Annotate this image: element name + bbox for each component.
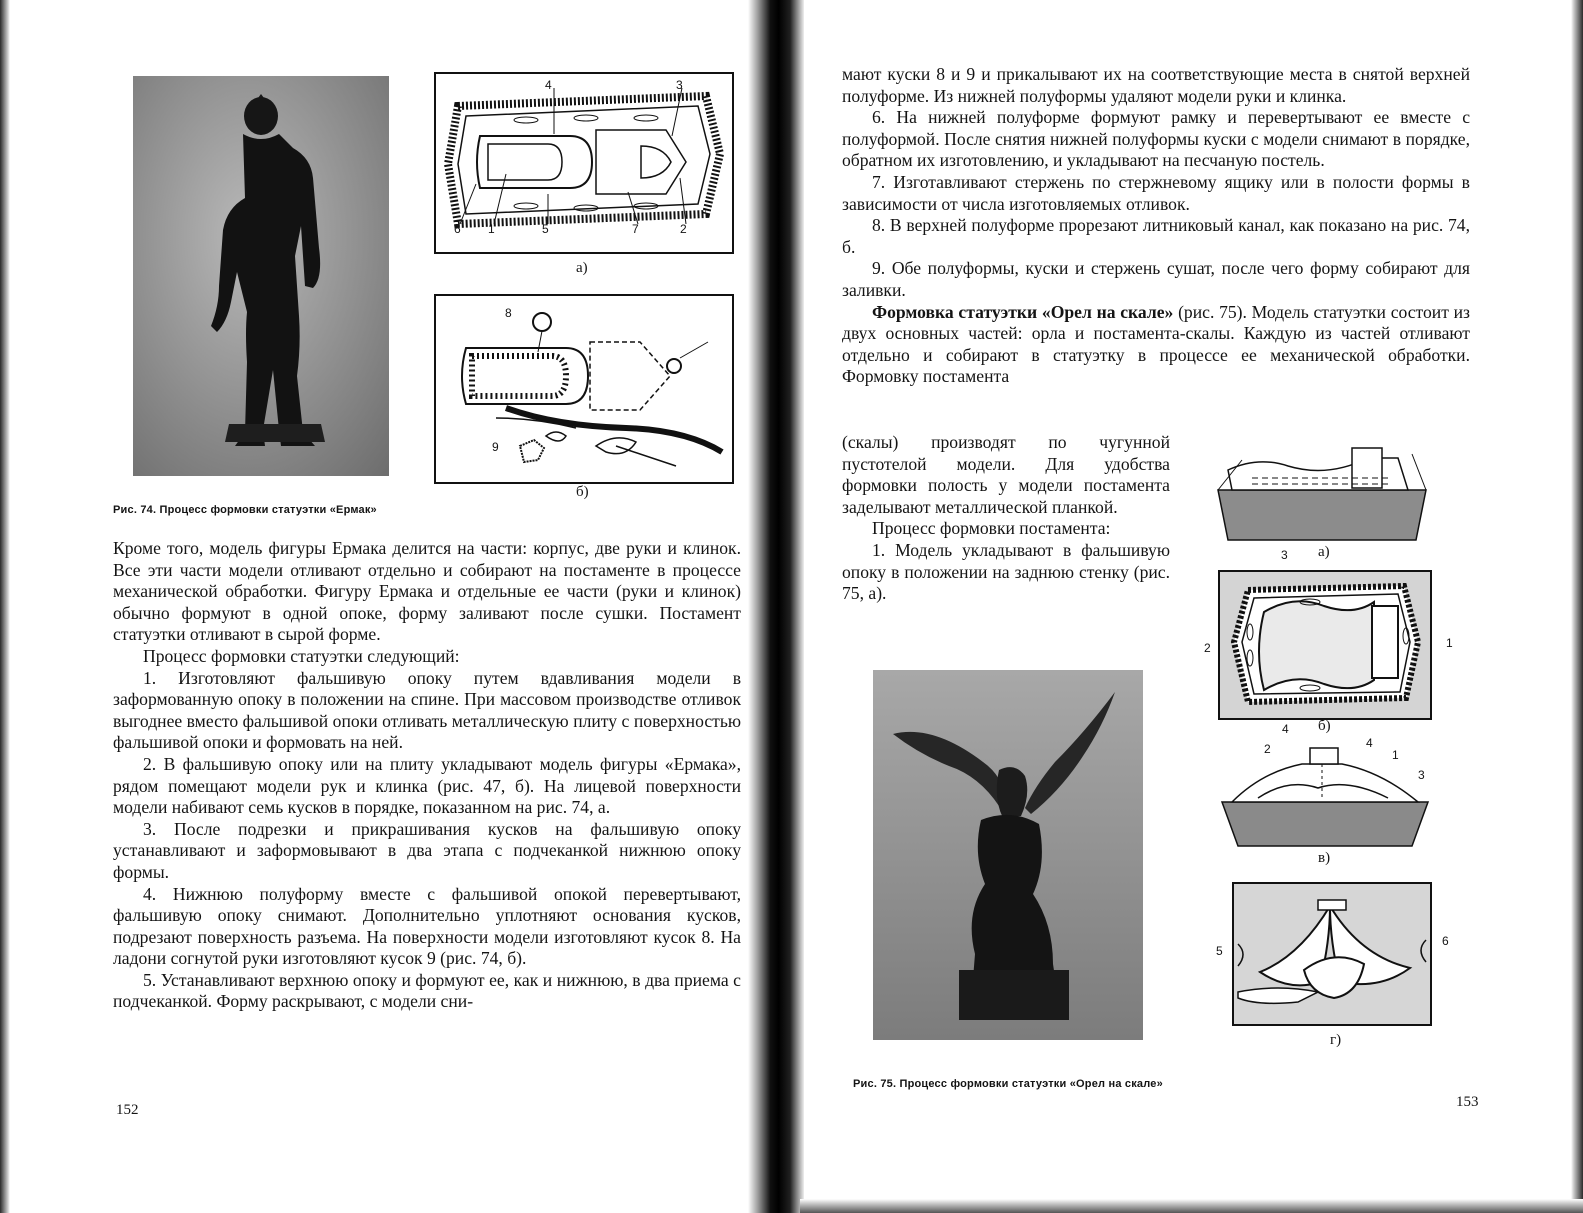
fig74-caption: Рис. 74. Процесс формовки статуэтки «Ермак» bbox=[113, 504, 377, 516]
fig75v-callout-4: 4 bbox=[1366, 736, 1373, 750]
fig75b-callout-3: 3 bbox=[1281, 548, 1288, 562]
right-paragraph-3: 7. Изготавливают стержень по стержневому ящику или в полости формы в зависимости от числа изготовляемых отливок. bbox=[842, 171, 1470, 214]
fig74a-callout-5: 5 bbox=[542, 222, 549, 236]
right-paragraph-2: 6. На нижней полуформе формуют рамку и перевертывают ее вместе с полуформой. После снятия нижней полуформы куски с модели снимают в порядке, обратном их изготовлению, и укладывают на песчаную постель. bbox=[842, 107, 1470, 171]
left-page-body bbox=[113, 538, 741, 1013]
fig75-panel-b-drawing bbox=[1218, 570, 1432, 720]
fig74-sub-a: а) bbox=[576, 260, 588, 276]
left-paragraph-3: 1. Изготовляют фальшивую опоку путем вдавливания модели в заформованную опоку в положении на спине. При массовом производстве отливок выгоднее вместо фальшивой опоки отливать металлическую плиту с поверхностью фальшивой опоки и формовать на ней. bbox=[113, 667, 741, 753]
fig75b-callout-4: 4 bbox=[1282, 722, 1289, 736]
right-page-body-top bbox=[842, 64, 1470, 388]
fig75v-callout-3: 3 bbox=[1418, 768, 1425, 782]
ermak-statuette-photo bbox=[133, 76, 389, 476]
fig74b-callout-9: 9 bbox=[492, 440, 499, 454]
fig74a-callout-7: 7 bbox=[632, 222, 639, 236]
left-page-edge bbox=[0, 0, 10, 1213]
left-paragraph-7: 5. Устанавливают верхнюю опоку и формуют ее, как и нижнюю, в два приема с подчеканкой. Форму раскрывают, с модели сни- bbox=[113, 969, 741, 1012]
book-spine bbox=[748, 0, 804, 1213]
section-heading: Формовка статуэтки «Орел на скале» bbox=[872, 301, 1174, 322]
right-paragraph-5: 9. Обе полуформы, куски и стержень сушат, после чего форму собирают для заливки. bbox=[842, 258, 1470, 300]
fig75v-callout-1: 1 bbox=[1392, 748, 1399, 762]
fig75v-callout-2: 2 bbox=[1264, 742, 1271, 756]
fig75-sub-a: а) bbox=[1318, 544, 1330, 560]
left-paragraph-5: 3. После подрезки и прикрашивания кусков на фальшивую опоку устанавливают и заформовывают в два этапа с подчеканкой нижнюю опоку формы. bbox=[113, 818, 741, 882]
right-narrow-paragraph-1: (скалы) производят по чугунной пустотелой модели. Для удобства формовки полость у модели постамента заделывают металлической планкой. bbox=[842, 432, 1170, 517]
page-number-left: 152 bbox=[116, 1102, 139, 1118]
fig75-caption: Рис. 75. Процесс формовки статуэтки «Орел на скале» bbox=[853, 1078, 1163, 1090]
left-paragraph-6: 4. Нижнюю полуформу вместе с фальшивой опокой перевертывают, фальшивую опоку снимают. Дополнительно уплотняют основания кусков, подрезают поверхность разъема. На поверхности модели изготовляют кусок 8. На ладони согнутой руки изготовляют кусок 9 (рис. 74, б). bbox=[113, 883, 741, 969]
fig74-panel-a-drawing bbox=[434, 72, 734, 254]
eagle-on-rock-photo bbox=[873, 670, 1143, 1040]
right-page-body-narrow bbox=[842, 432, 1170, 605]
fig74a-callout-3: 3 bbox=[676, 78, 683, 92]
left-paragraph-4: 2. В фальшивую опоку или на плиту укладывают модель фигуры «Ермака», рядом помещают модели рук и клинка (рис. 47, б). На лицевой поверхности модели набивают семь кусков в порядке, показанном на рис. 74, а. bbox=[113, 753, 741, 818]
fig75-panel-g-drawing bbox=[1232, 882, 1432, 1026]
fig75b-callout-1: 1 bbox=[1446, 636, 1453, 650]
fig74a-callout-6: 6 bbox=[454, 222, 461, 236]
left-paragraph-2: Процесс формовки статуэтки следующий: bbox=[143, 645, 460, 666]
fig74a-callout-4: 4 bbox=[545, 78, 552, 92]
fig75-sub-v: в) bbox=[1318, 850, 1331, 866]
fig75b-callout-2: 2 bbox=[1204, 641, 1211, 655]
right-narrow-paragraph-2: Процесс формовки постамента: bbox=[872, 518, 1111, 539]
fig74a-callout-2: 2 bbox=[680, 222, 687, 236]
fig74b-callout-8: 8 bbox=[505, 306, 512, 320]
fig75-panel-a-drawing bbox=[1212, 440, 1434, 544]
right-narrow-paragraph-3: 1. Модель укладывают в фальшивую опоку в положении на заднюю стенку (рис. 75, а). bbox=[842, 539, 1170, 604]
right-page-edge bbox=[1571, 0, 1583, 1213]
right-paragraph-4: 8. В верхней полуформе прорезают литниковый канал, как показано на рис. 74, б. bbox=[842, 215, 1470, 257]
left-paragraph-1: Кроме того, модель фигуры Ермака делится на части: корпус, две руки и клинок. Все эти части модели отливают отдельно и собирают на постаменте в процессе механической обработки. Фигуру Ермака и отдельные ее части (руки и клинок) обычно формуют в одной опоке, форму заливают после сушки. Постамент статуэтки отливают в сырой форме. bbox=[113, 538, 741, 645]
section-heading-text: (рис. 75). Модель статуэтки состоит из двух основных частей: орла и постамента-скалы. Каждую из частей отливают отдельно и собирают в статуэтку в процессе ее механической обработки. Формовку постамента bbox=[842, 301, 1470, 387]
fig75g-callout-5: 5 bbox=[1216, 944, 1223, 958]
fig75-sub-b: б) bbox=[1318, 718, 1331, 734]
right-paragraph-1: мают куски 8 и 9 и прикалывают их на соответствующие места в снятой верхней полуформе. Из нижней полуформы удаляют модели руки и клинка. bbox=[842, 64, 1470, 106]
page-number-right: 153 bbox=[1456, 1094, 1479, 1110]
fig75-panel-v-drawing bbox=[1218, 740, 1432, 850]
right-heading-paragraph bbox=[842, 302, 1470, 388]
fig74-sub-b: б) bbox=[576, 484, 589, 500]
fig75g-callout-6: 6 bbox=[1442, 934, 1449, 948]
fig75-sub-g: г) bbox=[1330, 1032, 1342, 1048]
fig74a-callout-1: 1 bbox=[488, 222, 495, 236]
page-bottom-shadow bbox=[800, 1199, 1583, 1213]
fig74-panel-b-drawing bbox=[434, 294, 734, 484]
